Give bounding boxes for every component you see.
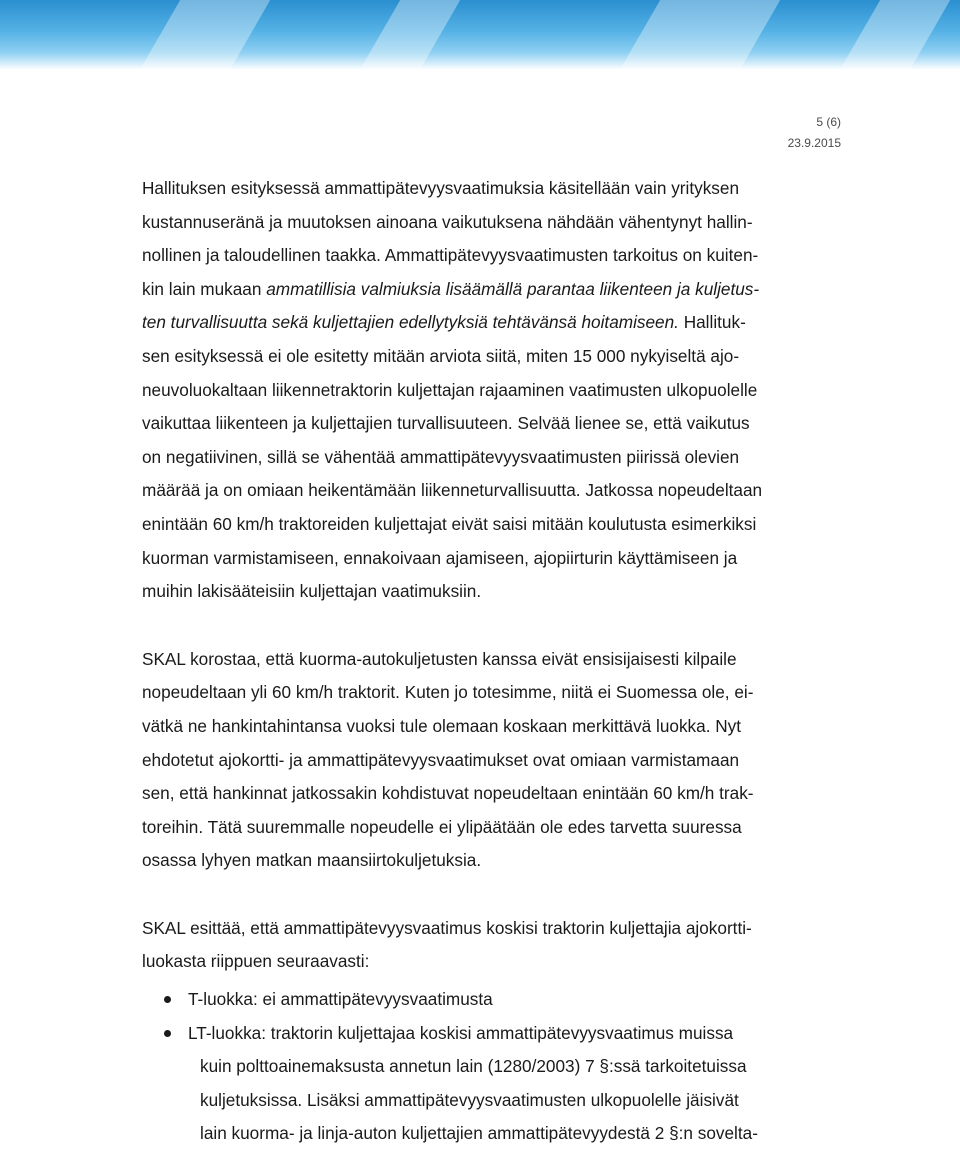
document-body bbox=[142, 172, 842, 1151]
paragraph bbox=[142, 172, 842, 609]
text-line: T-luokka: ei ammattipätevyysvaatimusta bbox=[188, 989, 493, 1010]
text-line: nollinen ja taloudellinen taakka. Ammattipätevyysvaatimusten tarkoitus on kuiten- bbox=[142, 245, 759, 266]
banner-stripe bbox=[608, 0, 792, 70]
text-line: LT-luokka: traktorin kuljettajaa koskisi ammattipätevyysvaatimus muissa bbox=[188, 1022, 734, 1043]
text-line: toreihin. Tätä suuremmalle nopeudelle ei ylipäätään ole edes tarvetta suuressa bbox=[142, 816, 742, 837]
text-line: lain kuorma- ja linja-auton kuljettajien ammattipätevyydestä 2 §:n sovelta- bbox=[200, 1123, 758, 1144]
bullet-icon bbox=[164, 996, 171, 1003]
paragraph-spacer bbox=[142, 878, 842, 912]
document-date: 23.9.2015 bbox=[787, 136, 841, 150]
text-line: osassa lyhyen matkan maansiirtokuljetuksia. bbox=[142, 850, 482, 871]
text-line bbox=[142, 306, 842, 340]
text-line: SKAL korostaa, että kuorma-autokuljetusten kanssa eivät ensisijaisesti kilpaile bbox=[142, 648, 737, 669]
text-line: nopeudeltaan yli 60 km/h traktorit. Kuten jo totesimme, niitä ei Suomessa ole, ei- bbox=[142, 682, 754, 703]
header-banner bbox=[0, 0, 960, 70]
banner-stripe bbox=[348, 0, 472, 70]
text-run: Hallituk- bbox=[678, 312, 746, 333]
banner-stripe bbox=[128, 0, 282, 70]
text-line: Hallituksen esityksessä ammattipätevyysvaatimuksia käsitellään vain yrityksen bbox=[142, 178, 740, 198]
text-line: luokasta riippuen seuraavasti: bbox=[142, 951, 370, 972]
text-line: enintään 60 km/h traktoreiden kuljettajat eivät saisi mitään koulutusta esimerkiksi bbox=[142, 513, 757, 534]
text-line: muihin lakisääteisiin kuljettajan vaatimuksiin. bbox=[142, 581, 482, 602]
list-item bbox=[142, 1017, 842, 1151]
text-line: määrää ja on omiaan heikentämään liikenneturvallisuutta. Jatkossa nopeudeltaan bbox=[142, 480, 763, 501]
paragraph-spacer bbox=[142, 609, 842, 643]
text-line: on negatiivinen, sillä se vähentää ammattipätevyysvaatimusten piirissä olevien bbox=[142, 446, 740, 467]
paragraph bbox=[142, 643, 842, 878]
text-line: vaikuttaa liikenteen ja kuljettajien turvallisuuteen. Selvää lienee se, että vaikutus bbox=[142, 413, 750, 434]
paragraph bbox=[142, 912, 842, 979]
banner-stripe bbox=[828, 0, 960, 70]
text-line: vätkä ne hankintahintansa vuoksi tule olemaan koskaan merkittävä luokka. Nyt bbox=[142, 715, 742, 736]
italic-text-run: ten turvallisuutta sekä kuljettajien edellytyksiä tehtävänsä hoitamiseen. bbox=[142, 312, 679, 333]
text-line: sen esityksessä ei ole esitetty mitään arviota siitä, miten 15 000 nykyiseltä ajo- bbox=[142, 345, 740, 366]
text-line: ehdotetut ajokortti- ja ammattipätevyysvaatimukset ovat omiaan varmistamaan bbox=[142, 749, 740, 770]
page-meta bbox=[788, 112, 841, 154]
bullet-list bbox=[142, 983, 842, 1151]
bullet-icon bbox=[164, 1030, 171, 1037]
text-run: kin lain mukaan bbox=[142, 278, 267, 299]
text-line: kuin polttoainemaksusta annetun lain (1280/2003) 7 §:ssä tarkoitetuissa bbox=[200, 1056, 747, 1077]
text-line: kuljetuksissa. Lisäksi ammattipätevyysvaatimusten ulkopuolelle jäisivät bbox=[200, 1089, 739, 1110]
text-line: neuvoluokaltaan liikennetraktorin kuljettajan rajaaminen vaatimusten ulkopuolelle bbox=[142, 379, 758, 400]
text-line: SKAL esittää, että ammattipätevyysvaatimus koskisi traktorin kuljettajia ajokortti- bbox=[142, 917, 752, 938]
italic-text-run: ammatillisia valmiuksia lisäämällä parantaa liikenteen ja kuljetus- bbox=[266, 278, 760, 299]
list-item bbox=[142, 983, 842, 1017]
page-number: 5 (6) bbox=[816, 115, 841, 129]
text-line: kuorman varmistamiseen, ennakoivaan ajamiseen, ajopiirturin käyttämiseen ja bbox=[142, 547, 738, 568]
text-line: kustannuseränä ja muutoksen ainoana vaikutuksena nähdään vähentynyt hallin- bbox=[142, 211, 753, 232]
text-line: sen, että hankinnat jatkossakin kohdistuvat nopeudeltaan enintään 60 km/h trak- bbox=[142, 783, 754, 804]
text-line bbox=[142, 273, 842, 307]
